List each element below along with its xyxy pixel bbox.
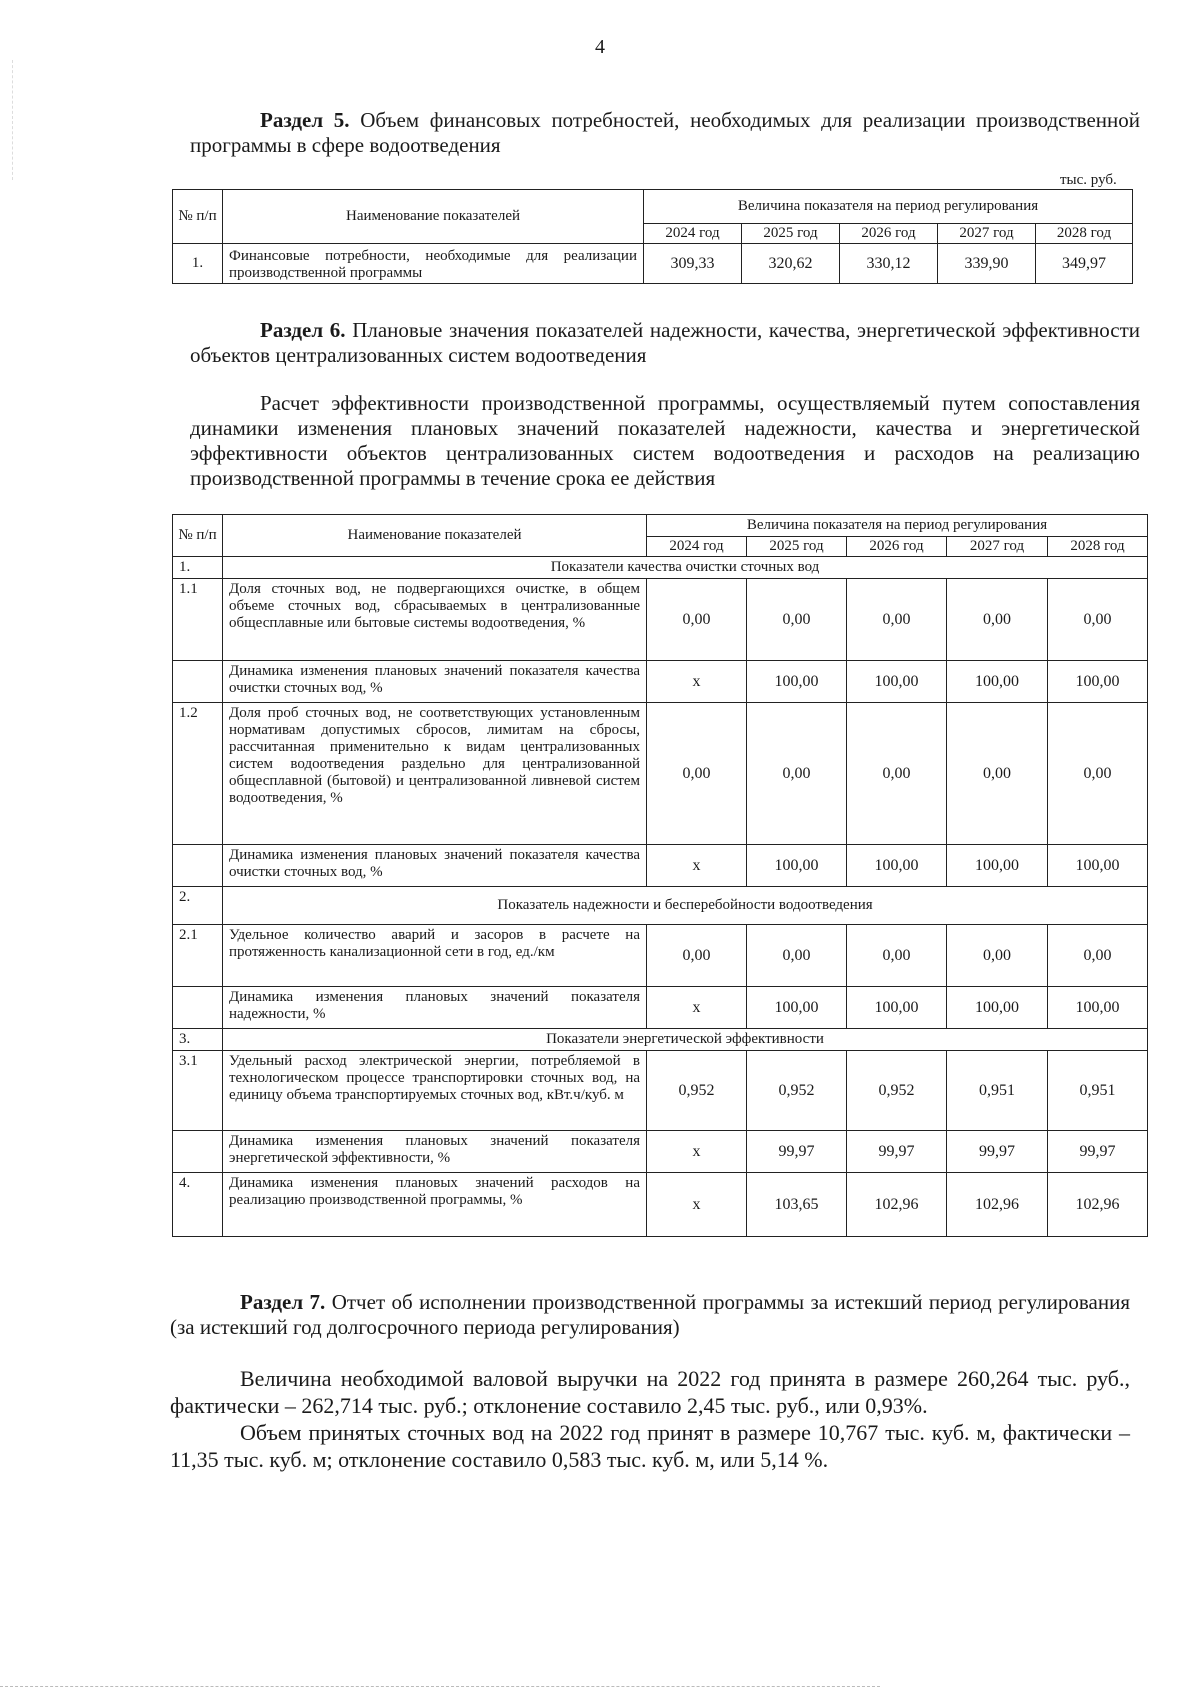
section6-title: Плановые значения показателей надежности, качества, энергетической эффективности объектов централизованных систем водоотведения	[190, 318, 1140, 367]
year-header: 2025 год	[742, 224, 840, 244]
value-cell: 0,00	[847, 925, 947, 987]
year-header: 2027 год	[947, 537, 1048, 557]
row-number-empty	[173, 661, 223, 703]
year-header: 2027 год	[938, 224, 1036, 244]
value-cell: 320,62	[742, 244, 840, 284]
value-cell: 100,00	[947, 661, 1048, 703]
value-cell: 0,952	[747, 1051, 847, 1131]
value-cell: 100,00	[847, 987, 947, 1029]
col-group-header: Величина показателя на период регулирования	[644, 190, 1133, 224]
section6-heading	[190, 318, 1140, 368]
value-cell: 100,00	[1048, 661, 1148, 703]
page-number: 4	[595, 36, 605, 58]
scan-bottom-edge	[0, 1686, 880, 1687]
value-cell: 100,00	[847, 845, 947, 887]
group-row	[173, 557, 1148, 579]
row-name: Доля проб сточных вод, не соответствующих установленным нормативам допустимых сбросов, лимитам на сбросы, рассчитанная применительно к видам централизованных систем водоотведения раздельно для централизованной общесплавной (бытовой) и централизованной ливневой систем водоотведения, %	[223, 703, 647, 845]
row-name: Динамика изменения плановых значений показателя качества очистки сточных вод, %	[223, 845, 647, 887]
value-cell: 0,00	[1048, 579, 1148, 661]
row-number: 1.2	[173, 703, 223, 845]
row-name: Динамика изменения плановых значений показателя энергетической эффективности, %	[223, 1131, 647, 1173]
section7-heading	[170, 1290, 1130, 1340]
table-row	[173, 703, 1148, 845]
row-name: Финансовые потребности, необходимые для реализации производственной программы	[223, 244, 644, 284]
value-cell: 100,00	[1048, 987, 1148, 1029]
section5-heading	[190, 108, 1140, 158]
value-cell: 0,00	[647, 925, 747, 987]
value-cell: 103,65	[747, 1173, 847, 1237]
value-cell: 99,97	[847, 1131, 947, 1173]
value-cell: 0,00	[647, 703, 747, 845]
value-cell: 0,952	[647, 1051, 747, 1131]
value-cell: 0,00	[847, 579, 947, 661]
value-cell: 0,00	[947, 925, 1048, 987]
row-number: 4.	[173, 1173, 223, 1237]
value-cell: 0,00	[747, 579, 847, 661]
value-cell: 100,00	[947, 987, 1048, 1029]
value-cell: х	[647, 1131, 747, 1173]
value-cell: 0,00	[1048, 925, 1148, 987]
row-number-empty	[173, 987, 223, 1029]
table-row	[173, 1173, 1148, 1237]
group-number: 3.	[173, 1029, 223, 1051]
section5-label: Раздел 5.	[260, 108, 350, 132]
section6-intro: Расчет эффективности производственной программы, осуществляемый путем сопоставления динамики изменения плановых значений показателей надежности, качества и энергетической эффективности объектов централизованных систем водоотведения и расходов на реализацию производственной программы в течение срока ее действия	[190, 391, 1140, 490]
group-row	[173, 1029, 1148, 1051]
table-row	[173, 845, 1148, 887]
col-name-header: Наименование показателей	[223, 190, 644, 244]
table-row	[173, 925, 1148, 987]
value-cell: 100,00	[1048, 845, 1148, 887]
col-no-header: № п/п	[173, 515, 223, 557]
row-number-empty	[173, 845, 223, 887]
value-cell: 339,90	[938, 244, 1036, 284]
value-cell: 100,00	[747, 845, 847, 887]
value-cell: 100,00	[947, 845, 1048, 887]
group-number: 1.	[173, 557, 223, 579]
section7-revenue-paragraph: Величина необходимой валовой выручки на 2022 год принята в размере 260,264 тыс. руб., фактически – 262,714 тыс. руб.; отклонение составило 2,45 тыс. руб., или 0,93%.	[170, 1366, 1130, 1418]
group-row	[173, 887, 1148, 925]
value-cell: 99,97	[947, 1131, 1048, 1173]
value-cell: 0,00	[847, 703, 947, 845]
value-cell: 99,97	[1048, 1131, 1148, 1173]
financial-needs-table	[172, 189, 1133, 284]
table-row	[173, 1131, 1148, 1173]
row-number: 2.1	[173, 925, 223, 987]
value-cell: 0,00	[947, 579, 1048, 661]
row-number: 3.1	[173, 1051, 223, 1131]
value-cell: 0,951	[947, 1051, 1048, 1131]
section7-title: Отчет об исполнении производственной программы за истекший период регулирования (за истекший год долгосрочного периода регулирования)	[170, 1290, 1130, 1339]
section5-title: Объем финансовых потребностей, необходимых для реализации производственной программы в сфере водоотведения	[190, 108, 1140, 157]
year-header: 2025 год	[747, 537, 847, 557]
section5-unit: тыс. руб.	[1060, 172, 1117, 188]
row-name: Динамика изменения плановых значений расходов на реализацию производственной программы, %	[223, 1173, 647, 1237]
value-cell: 102,96	[847, 1173, 947, 1237]
value-cell: 330,12	[840, 244, 938, 284]
value-cell: 100,00	[847, 661, 947, 703]
value-cell: 99,97	[747, 1131, 847, 1173]
row-number: 1.1	[173, 579, 223, 661]
table-row	[173, 987, 1148, 1029]
value-cell: 0,00	[947, 703, 1048, 845]
indicators-table	[172, 514, 1148, 1237]
value-cell: 0,00	[647, 579, 747, 661]
group-title: Показатель надежности и бесперебойности водоотведения	[223, 887, 1148, 925]
group-title: Показатели энергетической эффективности	[223, 1029, 1148, 1051]
year-header: 2026 год	[840, 224, 938, 244]
table-row	[173, 579, 1148, 661]
group-title: Показатели качества очистки сточных вод	[223, 557, 1148, 579]
row-name: Динамика изменения плановых значений показателя качества очистки сточных вод, %	[223, 661, 647, 703]
value-cell: х	[647, 661, 747, 703]
section7-volume-paragraph: Объем принятых сточных вод на 2022 год принят в размере 10,767 тыс. куб. м, фактически – 11,35 тыс. куб. м; отклонение составило 0,583 тыс. куб. м, или 5,14 %.	[170, 1420, 1130, 1472]
value-cell: 0,00	[1048, 703, 1148, 845]
year-header: 2024 год	[644, 224, 742, 244]
year-header: 2024 год	[647, 537, 747, 557]
value-cell: х	[647, 1173, 747, 1237]
value-cell: 100,00	[747, 661, 847, 703]
col-name-header: Наименование показателей	[223, 515, 647, 557]
value-cell: 100,00	[747, 987, 847, 1029]
value-cell: 102,96	[947, 1173, 1048, 1237]
col-group-header: Величина показателя на период регулирования	[647, 515, 1148, 537]
value-cell: х	[647, 845, 747, 887]
value-cell: 309,33	[644, 244, 742, 284]
scan-edge-mark	[12, 60, 13, 180]
row-number-empty	[173, 1131, 223, 1173]
value-cell: 349,97	[1036, 244, 1133, 284]
col-no-header: № п/п	[173, 190, 223, 244]
section6-label: Раздел 6.	[260, 318, 346, 342]
row-name: Доля сточных вод, не подвергающихся очистке, в общем объеме сточных вод, сбрасываемых в централизованные общесплавные или бытовые системы водоотведения, %	[223, 579, 647, 661]
group-number: 2.	[173, 887, 223, 925]
year-header: 2028 год	[1036, 224, 1133, 244]
section7-label: Раздел 7.	[240, 1290, 326, 1314]
value-cell: 0,952	[847, 1051, 947, 1131]
value-cell: 0,951	[1048, 1051, 1148, 1131]
row-name: Удельное количество аварий и засоров в расчете на протяженность канализационной сети в год, ед./км	[223, 925, 647, 987]
row-name: Динамика изменения плановых значений показателя надежности, %	[223, 987, 647, 1029]
year-header: 2026 год	[847, 537, 947, 557]
table-row	[173, 244, 1133, 284]
table-row	[173, 661, 1148, 703]
row-number: 1.	[173, 244, 223, 284]
value-cell: 102,96	[1048, 1173, 1148, 1237]
value-cell: х	[647, 987, 747, 1029]
year-header: 2028 год	[1048, 537, 1148, 557]
value-cell: 0,00	[747, 703, 847, 845]
table-row	[173, 1051, 1148, 1131]
row-name: Удельный расход электрической энергии, потребляемой в технологическом процессе транспортировки сточных вод, на единицу объема транспортируемых сточных вод, кВт.ч/куб. м	[223, 1051, 647, 1131]
value-cell: 0,00	[747, 925, 847, 987]
